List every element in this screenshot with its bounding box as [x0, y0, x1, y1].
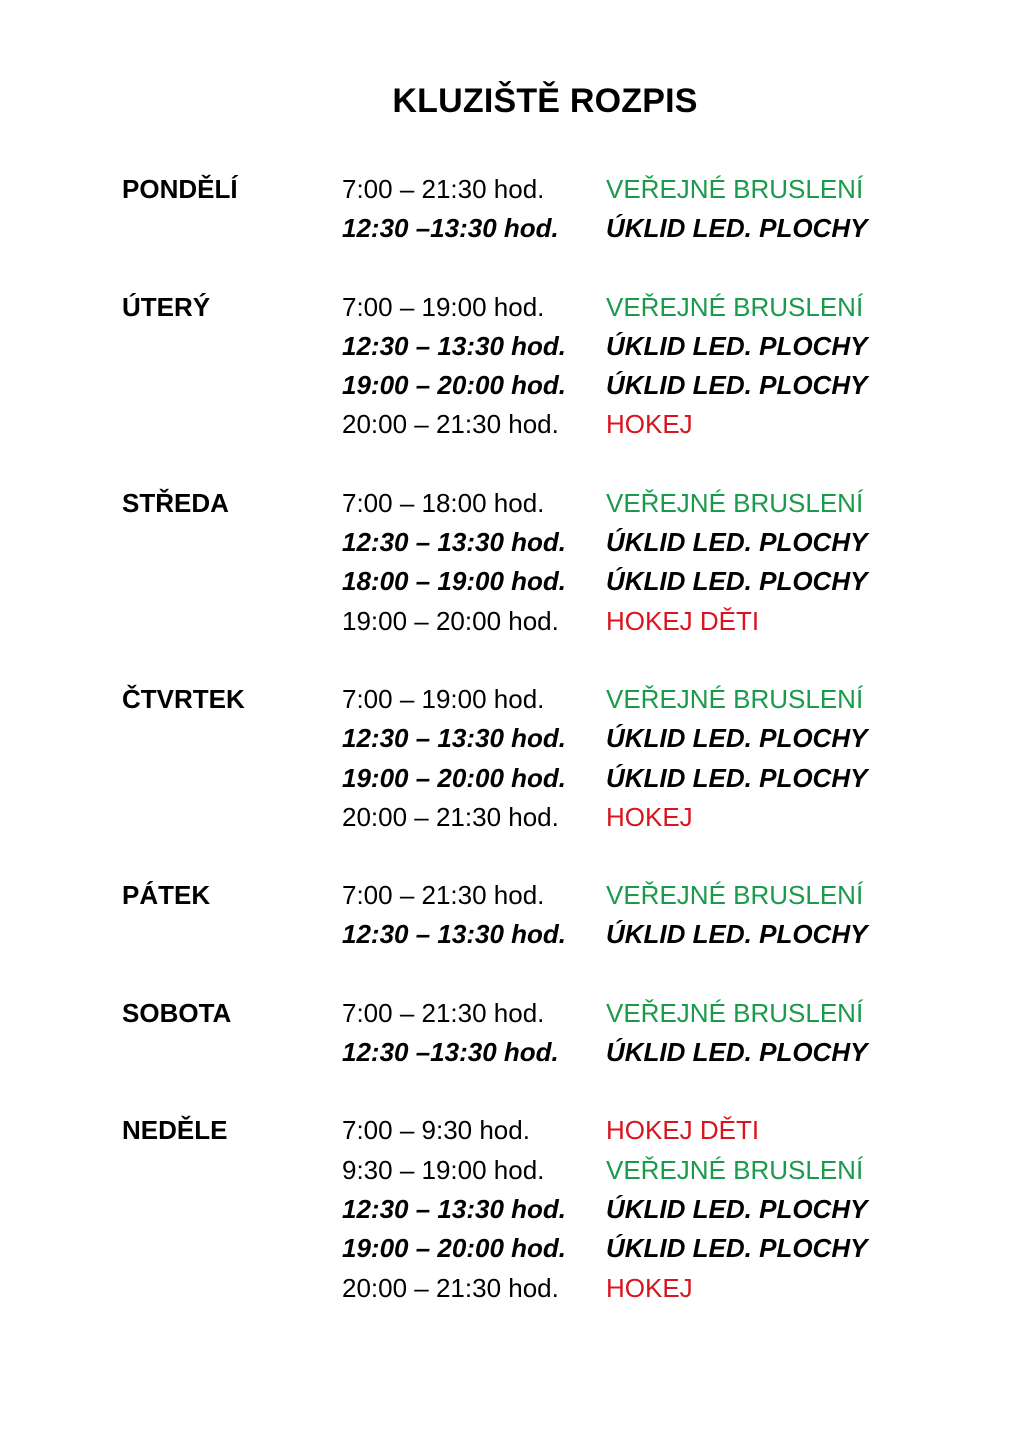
time-range: 19:00 – 20:00 hod.: [342, 1233, 566, 1264]
day-name: STŘEDA: [122, 487, 229, 518]
day-name: [122, 209, 342, 248]
schedule-row: [122, 602, 942, 641]
activity-label: ÚKLID LED. PLOCHY: [606, 566, 868, 597]
activity-label: ÚKLID LED. PLOCHY: [606, 1233, 868, 1264]
day-name: [122, 523, 342, 562]
day-name: [122, 759, 342, 798]
activity-label: HOKEJ DĚTI: [606, 1115, 760, 1146]
schedule-row: [122, 915, 942, 954]
activity-label: HOKEJ: [606, 409, 693, 440]
time-range: 7:00 – 19:00 hod.: [342, 683, 545, 714]
schedule-table: [122, 170, 942, 1347]
day-block: [122, 170, 942, 249]
time-range: 7:00 – 21:30 hod.: [342, 174, 545, 204]
schedule-row: [122, 366, 942, 405]
schedule-row: [122, 798, 942, 837]
day-block: [122, 288, 942, 445]
schedule-row: [122, 405, 942, 444]
activity-label: VEŘEJNÉ BRUSLENÍ: [606, 1154, 864, 1185]
day-name: ČTVRTEK: [122, 683, 245, 714]
activity-label: ÚKLID LED. PLOCHY: [606, 370, 868, 401]
time-range: 20:00 – 21:30 hod.: [342, 801, 559, 832]
day-name: [122, 1190, 342, 1229]
activity-label: VEŘEJNÉ BRUSLENÍ: [606, 880, 864, 911]
activity-label: ÚKLID LED. PLOCHY: [606, 1037, 868, 1068]
activity-label: VEŘEJNÉ BRUSLENÍ: [606, 683, 864, 714]
schedule-row: [122, 1033, 942, 1072]
day-block: [122, 680, 942, 837]
time-range: 12:30 –13:30 hod.: [342, 213, 559, 244]
time-range: 7:00 – 9:30 hod.: [342, 1115, 530, 1146]
day-name: SOBOTA: [122, 997, 232, 1028]
day-name: [122, 1269, 342, 1308]
day-name: [122, 405, 342, 444]
schedule-row: [122, 170, 942, 209]
day-name: [122, 562, 342, 601]
activity-label: ÚKLID LED. PLOCHY: [606, 762, 868, 793]
activity-label: ÚKLID LED. PLOCHY: [606, 723, 868, 754]
activity-label: VEŘEJNÉ BRUSLENÍ: [606, 174, 864, 204]
schedule-row: [122, 562, 942, 601]
day-block: [122, 1111, 942, 1307]
day-name: [122, 1033, 342, 1072]
day-name: ÚTERÝ: [122, 291, 211, 322]
schedule-row: [122, 327, 942, 366]
time-range: 12:30 – 13:30 hod.: [342, 723, 566, 754]
activity-label: VEŘEJNÉ BRUSLENÍ: [606, 487, 864, 518]
activity-label: HOKEJ DĚTI: [606, 605, 760, 636]
day-block: [122, 876, 942, 955]
time-range: 19:00 – 20:00 hod.: [342, 762, 566, 793]
schedule-row: [122, 876, 942, 915]
schedule-row: [122, 288, 942, 327]
activity-label: VEŘEJNÉ BRUSLENÍ: [606, 291, 864, 322]
day-block: [122, 994, 942, 1073]
time-range: 7:00 – 21:30 hod.: [342, 997, 545, 1028]
day-block: [122, 484, 942, 641]
time-range: 12:30 –13:30 hod.: [342, 1037, 559, 1068]
activity-label: ÚKLID LED. PLOCHY: [606, 330, 868, 361]
schedule-row: [122, 680, 942, 719]
schedule-row: [122, 1111, 942, 1150]
day-name: [122, 602, 342, 641]
time-range: 12:30 – 13:30 hod.: [342, 330, 566, 361]
day-name: [122, 1229, 342, 1268]
schedule-row: [122, 759, 942, 798]
page-title: KLUZIŠTĚ ROZPIS: [392, 82, 698, 120]
time-range: 20:00 – 21:30 hod.: [342, 409, 559, 440]
day-name: [122, 798, 342, 837]
day-name: PONDĚLÍ: [122, 174, 238, 204]
time-range: 20:00 – 21:30 hod.: [342, 1272, 559, 1303]
time-range: 7:00 – 19:00 hod.: [342, 291, 545, 322]
schedule-row: [122, 994, 942, 1033]
time-range: 7:00 – 21:30 hod.: [342, 880, 545, 911]
time-range: 12:30 – 13:30 hod.: [342, 527, 566, 558]
activity-label: ÚKLID LED. PLOCHY: [606, 213, 868, 244]
schedule-row: [122, 719, 942, 758]
time-range: 12:30 – 13:30 hod.: [342, 1193, 566, 1224]
time-range: 19:00 – 20:00 hod.: [342, 370, 566, 401]
schedule-row: [122, 1269, 942, 1308]
day-name: [122, 1151, 342, 1190]
schedule-row: [122, 523, 942, 562]
activity-label: ÚKLID LED. PLOCHY: [606, 527, 868, 558]
schedule-row: [122, 1190, 942, 1229]
schedule-row: [122, 209, 942, 248]
schedule-row: [122, 1229, 942, 1268]
time-range: 9:30 – 19:00 hod.: [342, 1154, 545, 1185]
day-name: NEDĚLE: [122, 1115, 228, 1146]
schedule-row: [122, 1151, 942, 1190]
day-name: [122, 366, 342, 405]
activity-label: ÚKLID LED. PLOCHY: [606, 1193, 868, 1224]
activity-label: HOKEJ: [606, 801, 693, 832]
activity-label: VEŘEJNÉ BRUSLENÍ: [606, 997, 864, 1028]
activity-label: ÚKLID LED. PLOCHY: [606, 919, 868, 950]
time-range: 18:00 – 19:00 hod.: [342, 566, 566, 597]
time-range: 12:30 – 13:30 hod.: [342, 919, 566, 950]
day-name: [122, 327, 342, 366]
schedule-row: [122, 484, 942, 523]
day-name: [122, 915, 342, 954]
day-name: PÁTEK: [122, 880, 211, 911]
activity-label: HOKEJ: [606, 1272, 693, 1303]
time-range: 7:00 – 18:00 hod.: [342, 487, 545, 518]
day-name: [122, 719, 342, 758]
time-range: 19:00 – 20:00 hod.: [342, 605, 559, 636]
